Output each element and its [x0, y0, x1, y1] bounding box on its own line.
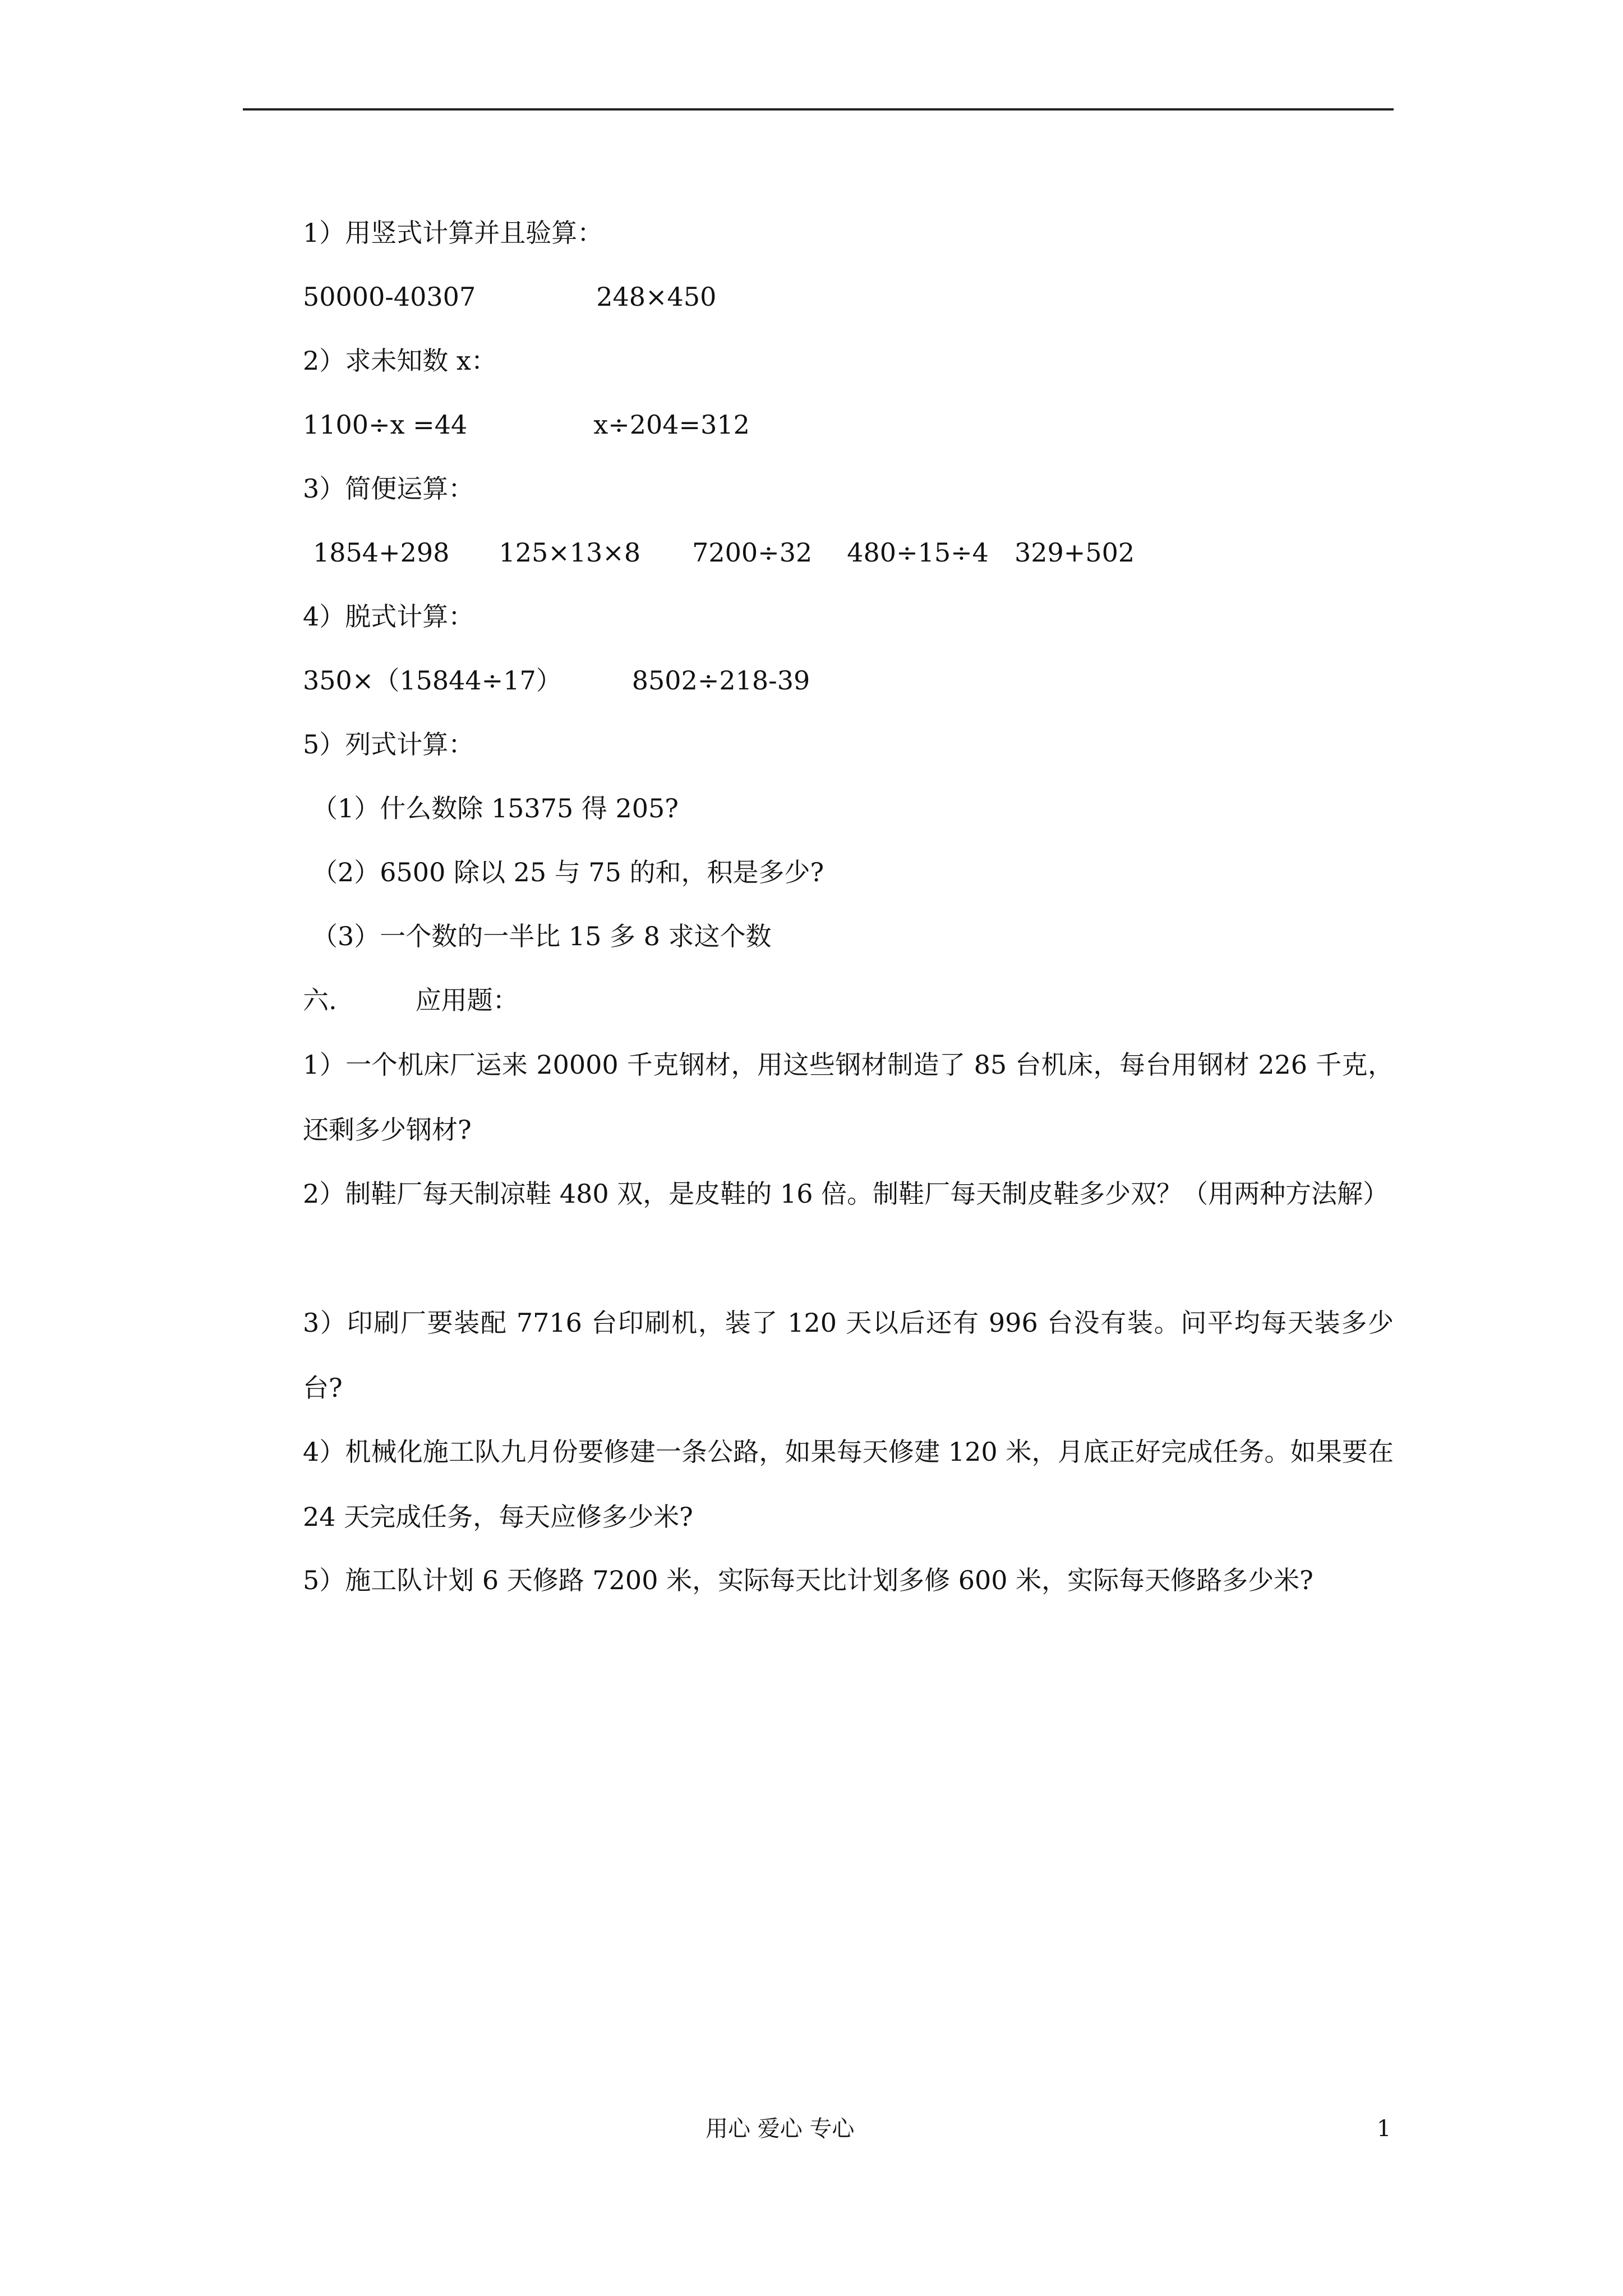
page-number: 1: [1377, 2116, 1391, 2142]
footer-motto: 用心 爱心 专心: [706, 2116, 855, 2142]
expression: 329+502: [1014, 537, 1135, 568]
expression: 1854+298: [313, 537, 450, 568]
sub-question: （2）6500 除以 25 与 75 的和，积是多少?: [312, 857, 824, 887]
section-2-heading: 2）求未知数 x：: [303, 346, 497, 376]
section-3-heading: 3）简便运算：: [303, 473, 474, 504]
section-1-heading: 1）用竖式计算并且验算：: [303, 218, 603, 248]
section-3-items: [313, 536, 1135, 569]
word-problem: 2）制鞋厂每天制凉鞋 480 双，是皮鞋的 16 倍。制鞋厂每天制皮鞋多少双？（用两种方法解）: [303, 1179, 1389, 1209]
section-1-items: [303, 280, 716, 314]
expression: 480÷15÷4: [847, 537, 989, 568]
expression: 8502÷218-39: [631, 665, 810, 696]
expression: 7200÷32: [692, 537, 813, 568]
word-problem: 5）施工队计划 6 天修路 7200 米，实际每天比计划多修 600 米，实际每天修路多少米?: [303, 1565, 1313, 1595]
part-6-heading: [303, 983, 519, 1017]
word-problem: 3）印刷厂要装配 7716 台印刷机，装了 120 天以后还有 996 台没有装。问平均每天装多少台?: [303, 1308, 1394, 1403]
expression: 50000-40307: [303, 282, 476, 312]
word-problem: 1）一个机床厂运来 20000 千克钢材，用这些钢材制造了 85 台机床，每台用钢材 226 千克，还剩多少钢材?: [303, 1050, 1394, 1145]
section-4-items: [303, 664, 810, 697]
section-2-items: [303, 408, 750, 441]
section-4-heading: 4）脱式计算：: [303, 601, 474, 632]
part-number: 六.: [303, 985, 337, 1015]
expression: 125×13×8: [499, 537, 641, 568]
sub-question: （1）什么数除 15375 得 205?: [312, 793, 679, 823]
equation: 1100÷x =44: [303, 409, 468, 440]
sub-question: （3）一个数的一半比 15 多 8 求这个数: [312, 921, 772, 951]
expression: 350×（15844÷17）: [303, 665, 562, 696]
equation: x÷204=312: [593, 409, 750, 440]
section-5-heading: 5）列式计算：: [303, 729, 474, 760]
expression: 248×450: [596, 282, 717, 312]
word-problem: 4）机械化施工队九月份要修建一条公路，如果每天修建 120 米，月底正好完成任务。如果要在 24 天完成任务，每天应修多少米?: [303, 1437, 1394, 1532]
header-rule: [243, 108, 1394, 111]
part-title: 应用题：: [415, 985, 519, 1015]
